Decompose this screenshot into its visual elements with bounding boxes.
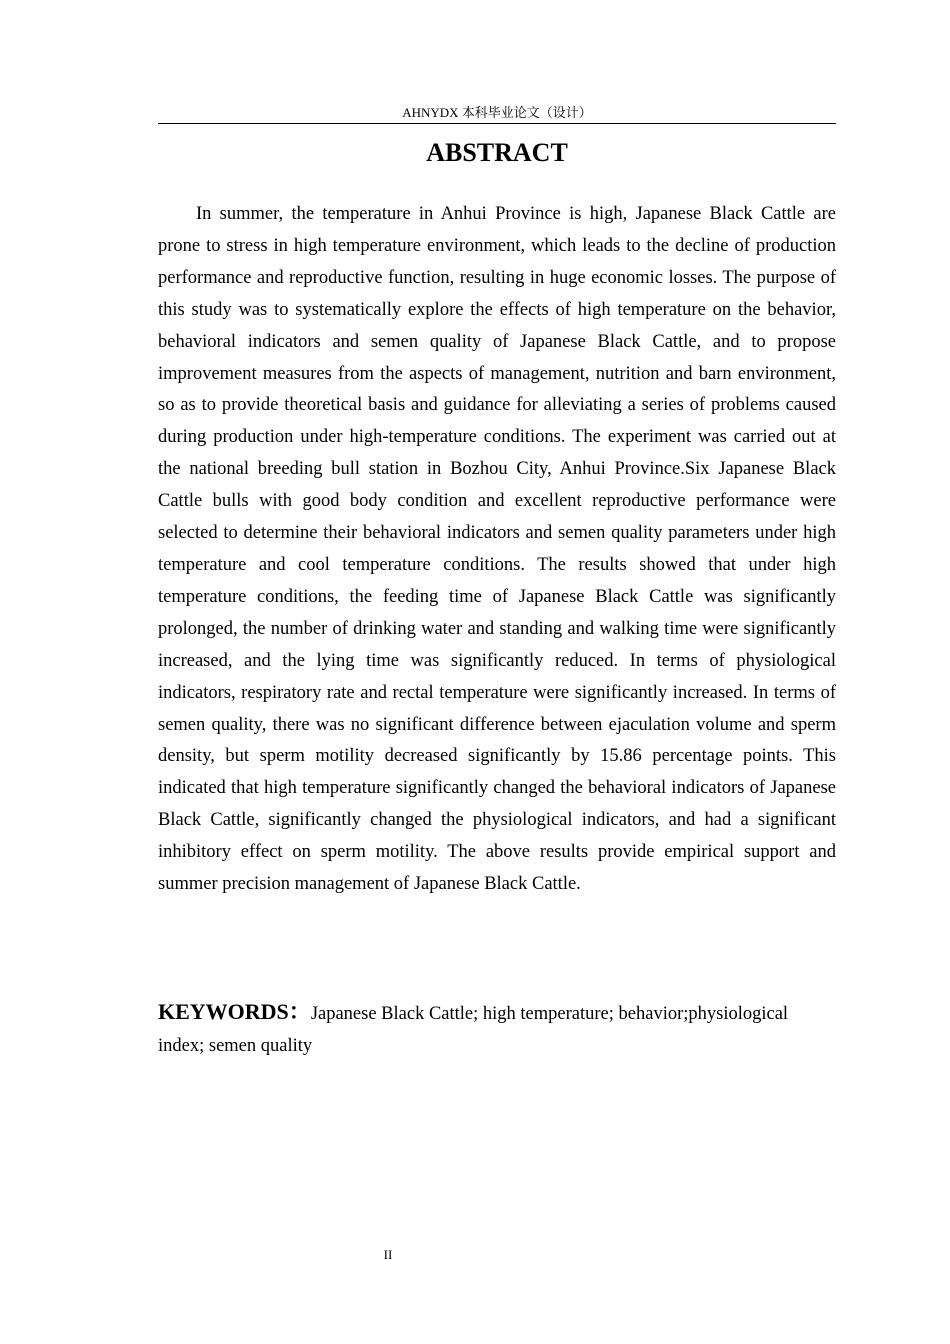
abstract-title: ABSTRACT	[426, 138, 568, 167]
keywords-text: Japanese Black Cattle; high temperature; behavior;physiological index; semen quality	[158, 1004, 789, 1056]
running-header: AHNYDX 本科毕业论文（设计）	[402, 105, 592, 120]
page-number: II	[383, 1247, 393, 1262]
header-rule	[158, 123, 836, 124]
keywords-label: KEYWORDS：	[158, 999, 311, 1024]
abstract-body: In summer, the temperature in Anhui Province is high, Japanese Black Cattle are prone to stress in high temperature environment, which leads to the decline of production performance and reproductive function, resulting in huge economic losses. The purpose of this study was to systematically explore the effects of high temperature on the behavior, behavioral indicators and semen quality of Japanese Black Cattle, and to propose improvement measures from the aspects of management, nutrition and barn environment, so as to provide theoretical basis and guidance for alleviating a series of problems caused during production under high-temperature conditions. The experiment was carried out at the national breeding bull station in Bozhou City, Anhui Province.Six Japanese Black Cattle bulls with good body condition and excellent reproductive performance were selected to determine their behavioral indicators and semen quality parameters under high temperature and cool temperature conditions. The results showed that under high temperature conditions, the feeding time of Japanese Black Cattle was significantly prolonged, the number of drinking water and standing and walking time were significantly increased, and the lying time was significantly reduced. In terms of physiological indicators, respiratory rate and rectal temperature were significantly increased. In terms of semen quality, there was no significant difference between ejaculation volume and sperm density, but sperm motility decreased significantly by 15.86 percentage points. This indicated that high temperature significantly changed the behavioral indicators of Japanese Black Cattle, significantly changed the physiological indicators, and had a significant inhibitory effect on sperm motility. The above results provide empirical support and summer precision management of Japanese Black Cattle.	[158, 204, 836, 895]
keywords-line	[158, 996, 836, 1062]
